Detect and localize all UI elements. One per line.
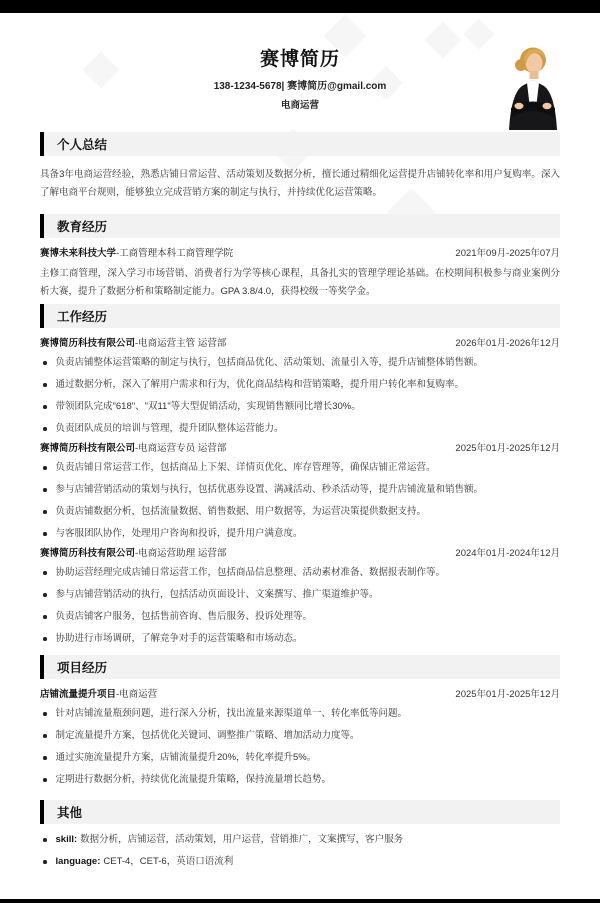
bullet-icon [43,510,47,514]
bullet-text [56,855,234,869]
section-heading-label: 项目经历 [57,661,108,675]
bullet-text: 带领团队完成"618"、"双11"等大型促销活动，实现销售额同比增长30%。 [55,401,361,412]
bullet-list [40,356,560,436]
date-range: 2025年01月-2025年12月 [455,443,560,454]
list-item [40,588,560,602]
bullet-text: 协助进行市场调研，了解竞争对手的运营策略和市场动态。 [55,633,303,644]
bullet-icon [43,860,47,864]
bullet-text: 协助运营经理完成店铺日常运营工作，包括商品信息整理、活动素材准备、数据报表制作等。 [55,567,446,578]
bullet-text [56,833,404,847]
summary-text: 具备3年电商运营经验，熟悉店铺日常运营、活动策划及数据分析，擅长通过精细化运营提升店铺转化率和用户复购率。深入了解电商平台规则，能够独立完成营销方案的制定与执行，并持续优化运营策略。 [40,169,560,198]
bullet-list [40,833,560,869]
list-item [40,632,560,646]
bullet-icon [43,593,47,597]
bullet-icon [43,838,47,842]
contact-line: 138-1234-5678| 赛博简历@gmail.com [213,81,387,92]
role-title: -电商运营主管 运营部 [135,338,227,349]
section-heading-work [40,304,560,328]
list-item [40,461,560,475]
bullet-text: 负责店铺日常运营工作，包括商品上下架、详情页优化、库存管理等，确保店铺正常运营。 [55,462,436,473]
bullet-icon [43,466,47,470]
section-projects [40,655,560,787]
work-entry-title [40,337,226,351]
section-heading-label: 其他 [57,806,83,820]
section-heading-label: 教育经历 [57,220,108,234]
list-item [40,566,560,580]
bullet-list [40,707,560,787]
work-entry-title [40,442,226,456]
bullet-icon [43,532,47,536]
list-item [40,378,560,392]
section-heading-other [40,800,560,824]
project-entry-header [40,688,560,702]
section-heading-label: 工作经历 [57,310,108,324]
section-other [40,800,560,869]
bullet-text: 负责团队成员的培训与管理，提升团队整体运营能力。 [55,423,284,434]
list-item [40,610,560,624]
bullet-text: 定期进行数据分析，持续优化流量提升策略，保持流量增长趋势。 [55,774,332,785]
bullet-text: 参与店铺营销活动的策划与执行，包括优惠券设置、满减活动、秒杀活动等，提升店铺流量和销售额。 [55,484,484,495]
bullet-text: 参与店铺营销活动的执行，包括活动页面设计、文案撰写、推广渠道维护等。 [55,589,379,600]
work-entry-header [40,547,560,561]
skill-text: 数据分析，店铺运营，活动策划，用户运营，营销推广，文案撰写，客户服务 [80,834,404,845]
list-item [40,751,560,765]
bullet-icon [43,383,47,387]
bullet-icon [43,571,47,575]
project-name: 店铺流量提升项目 [40,689,117,700]
list-item [40,422,560,436]
degree-name: -工商管理本科工商管理学院 [116,248,234,259]
bullet-icon [43,361,47,365]
date-range: 2026年01月-2026年12月 [455,338,560,349]
date-range: 2024年01月-2024年12月 [455,548,560,559]
target-role: 电商运营 [280,100,319,111]
bullet-icon [43,427,47,431]
education-entry-header [40,247,560,261]
bullet-list [40,461,560,541]
list-item [40,855,560,869]
bullet-text: 通过实施流量提升方案，店铺流量提升20%，转化率提升5%。 [55,752,317,763]
profile-photo [500,44,566,130]
education-description: 主修工商管理，深入学习市场营销、消费者行为学等核心课程，具备扎实的管理学理论基础。在校期间积极参与商业案例分析大赛，提升了数据分析和策略制定能力。GPA 3.8/4.0，获得校级一等奖学金。 [40,268,560,297]
work-entry-header [40,337,560,351]
section-heading-label: 个人总结 [57,138,108,152]
resume-page [0,13,600,899]
work-entry-header [40,442,560,456]
section-education [40,214,560,301]
list-item [40,400,560,414]
bullet-icon [43,712,47,716]
bullet-list [40,566,560,646]
bullet-icon [43,756,47,760]
diamond-decoration [463,18,494,49]
list-item [40,773,560,787]
section-heading-education [40,214,560,238]
section-summary [40,132,560,202]
education-entry-title [40,247,233,261]
role-title: -电商运营助理 运营部 [135,548,227,559]
bullet-text: 负责店铺数据分析，包括流量数据、销售数据、用户数据等，为运营决策提供数据支持。 [55,506,427,517]
bullet-text: 负责店铺客户服务，包括售前咨询、售后服务、投诉处理等。 [55,611,313,622]
bullet-icon [43,488,47,492]
bullet-text: 与客服团队协作，处理用户咨询和投诉，提升用户满意度。 [55,528,303,539]
bottom-black-bar [0,899,600,903]
project-role: -电商运营 [116,689,158,700]
company-name: 赛博简历科技有限公司 [40,443,136,454]
bullet-icon [43,405,47,409]
bullet-icon [43,615,47,619]
date-range: 2021年09月-2025年07月 [455,248,560,259]
section-work [40,304,560,646]
language-label: language: [55,856,101,867]
list-item [40,483,560,497]
role-title: -电商运营专员 运营部 [135,443,227,454]
list-item [40,707,560,721]
bullet-icon [43,734,47,738]
date-range: 2025年01月-2025年12月 [455,689,560,700]
list-item [40,527,560,541]
resume-name: 赛博简历 [259,49,340,70]
top-black-bar [0,0,600,13]
bullet-text: 制定流量提升方案，包括优化关键词、调整推广策略、增加活动力度等。 [55,730,360,741]
project-entry-title [40,688,157,702]
skill-label: skill: [55,834,78,845]
section-heading-projects [40,655,560,679]
bullet-text: 负责店铺整体运营策略的制定与执行，包括商品优化、活动策划、流量引入等，提升店铺整体销售额。 [55,357,484,368]
bullet-text: 通过数据分析，深入了解用户需求和行为，优化商品结构和营销策略，提升用户转化率和复购率。 [55,379,465,390]
bullet-icon [43,637,47,641]
list-item [40,833,560,847]
section-heading-summary [40,132,560,156]
bullet-icon [43,778,47,782]
work-entry-title [40,547,226,561]
bullet-text: 针对店铺流量瓶颈问题，进行深入分析，找出流量来源渠道单一、转化率低等问题。 [55,708,408,719]
company-name: 赛博简历科技有限公司 [40,338,136,349]
school-name: 赛博未来科技大学 [40,248,117,259]
list-item [40,505,560,519]
company-name: 赛博简历科技有限公司 [40,548,136,559]
list-item [40,729,560,743]
language-text: CET-4，CET-6，英语口语流利 [103,856,234,867]
list-item [40,356,560,370]
